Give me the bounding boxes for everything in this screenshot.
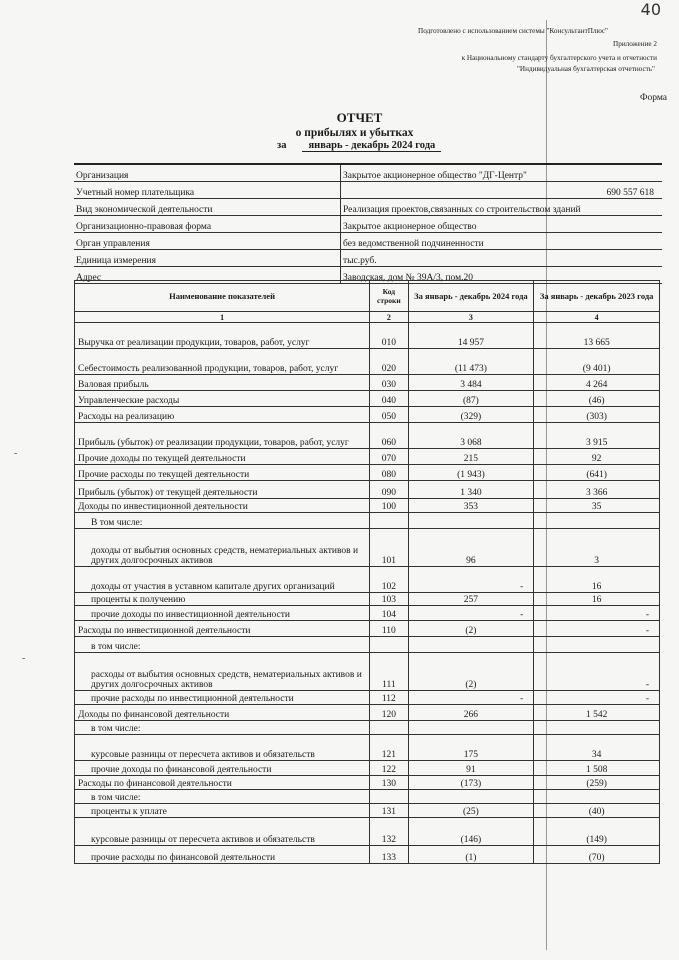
value-2023: (9 401) — [534, 349, 660, 375]
value-2024 — [408, 721, 534, 735]
row-name: в том числе: — [75, 637, 370, 653]
table-row — [75, 761, 660, 776]
column-number-row — [75, 312, 660, 323]
info-value: Закрытое акционерное общество — [341, 216, 663, 233]
value-2024: (25) — [408, 804, 534, 818]
header-name: Наименование показателей — [75, 281, 370, 312]
value-2023 — [534, 790, 660, 804]
row-code: 132 — [370, 818, 408, 846]
info-label: Учетный номер плательщика — [74, 182, 341, 199]
value-2023: 16 — [534, 593, 660, 606]
row-code: 030 — [370, 375, 408, 391]
row-name: прочие доходы по инвестиционной деятельности — [75, 606, 370, 621]
table-row — [75, 449, 660, 465]
row-name: расходы от выбытия основных средств, нематериальных активов и других долгосрочных активов — [75, 653, 370, 691]
col-number-2: 2 — [370, 312, 408, 323]
value-2023: - — [534, 653, 660, 691]
table-row — [75, 818, 660, 846]
col-number-3: 3 — [408, 312, 534, 323]
value-2024: (146) — [408, 818, 534, 846]
row-name: в том числе: — [75, 721, 370, 735]
info-label: Организация — [74, 164, 341, 182]
row-name: Расходы по финансовой деятельности — [75, 776, 370, 790]
period-prefix: за — [277, 140, 287, 151]
row-name: В том числе: — [75, 513, 370, 529]
row-code: 103 — [370, 593, 408, 606]
row-code: 070 — [370, 449, 408, 465]
margin-mark: - — [14, 448, 18, 459]
value-2023: (259) — [534, 776, 660, 790]
value-2024 — [408, 637, 534, 653]
info-row — [74, 199, 662, 216]
value-2023: 4 264 — [534, 375, 660, 391]
value-2024: (1) — [408, 846, 534, 864]
table-row — [75, 465, 660, 481]
info-label: Организационно-правовая форма — [74, 216, 341, 233]
info-label: Орган управления — [74, 233, 341, 250]
value-2024: 96 — [408, 529, 534, 567]
row-name: проценты к уплате — [75, 804, 370, 818]
value-2024: 215 — [408, 449, 534, 465]
table-row — [75, 705, 660, 721]
value-2024: (87) — [408, 391, 534, 407]
prepared-with-note: Подготовлено с использованием системы "КонсультантПлюс" — [418, 27, 608, 35]
info-value: Заводская, дом № 39А/3, пом.20 — [341, 267, 663, 284]
row-code: 102 — [370, 567, 408, 593]
row-name: Прочие расходы по текущей деятельности — [75, 465, 370, 481]
table-row — [75, 391, 660, 407]
row-code: 133 — [370, 846, 408, 864]
value-2024: 175 — [408, 735, 534, 761]
row-code: 110 — [370, 621, 408, 637]
value-2024: (11 473) — [408, 349, 534, 375]
value-2024: - — [408, 606, 534, 621]
row-name: прочие доходы по финансовой деятельности — [75, 761, 370, 776]
table-row — [75, 606, 660, 621]
table-row — [75, 513, 660, 529]
value-2024: - — [408, 691, 534, 705]
row-name: Расходы по инвестиционной деятельности — [75, 621, 370, 637]
info-value: тыс.руб. — [341, 250, 663, 267]
row-code: 101 — [370, 529, 408, 567]
value-2024: 266 — [408, 705, 534, 721]
value-2024: 1 340 — [408, 481, 534, 499]
value-2023: (303) — [534, 407, 660, 423]
value-2024: 3 484 — [408, 375, 534, 391]
info-row — [74, 250, 662, 267]
table-row — [75, 499, 660, 513]
col-number-1: 1 — [75, 312, 370, 323]
value-2023: (46) — [534, 391, 660, 407]
row-name: Доходы по финансовой деятельности — [75, 705, 370, 721]
row-code: 131 — [370, 804, 408, 818]
info-label: Единица измерения — [74, 250, 341, 267]
row-code: 121 — [370, 735, 408, 761]
row-code: 020 — [370, 349, 408, 375]
appendix-label: Приложение 2 — [613, 40, 657, 48]
value-2024 — [408, 513, 534, 529]
value-2023 — [534, 513, 660, 529]
value-2023: (40) — [534, 804, 660, 818]
table-row — [75, 481, 660, 499]
value-2023 — [534, 721, 660, 735]
table-row — [75, 593, 660, 606]
row-code: 010 — [370, 323, 408, 349]
table-row — [75, 637, 660, 653]
row-name: доходы от выбытия основных средств, нематериальных активов и других долгосрочных активов — [75, 529, 370, 567]
value-2024: 14 957 — [408, 323, 534, 349]
profit-loss-table — [74, 280, 660, 864]
value-2023: - — [534, 606, 660, 621]
form-label: Форма — [639, 93, 667, 103]
page-number: 40 — [640, 0, 661, 19]
row-code — [370, 637, 408, 653]
row-name: Доходы по инвестиционной деятельности — [75, 499, 370, 513]
info-value: без ведомственной подчиненности — [341, 233, 663, 250]
row-name: Прибыль (убыток) от реализации продукции, товаров, работ, услуг — [75, 423, 370, 449]
table-row — [75, 323, 660, 349]
info-value: 690 557 618 — [341, 182, 663, 199]
row-name: прочие расходы по инвестиционной деятельности — [75, 691, 370, 705]
value-2024: 257 — [408, 593, 534, 606]
value-2023 — [534, 637, 660, 653]
value-2023: 16 — [534, 567, 660, 593]
row-name: Расходы на реализацию — [75, 407, 370, 423]
value-2023: 1 508 — [534, 761, 660, 776]
table-row — [75, 776, 660, 790]
table-row — [75, 653, 660, 691]
value-2024: 3 068 — [408, 423, 534, 449]
info-row — [74, 164, 662, 182]
value-2023: 3 915 — [534, 423, 660, 449]
value-2024: (2) — [408, 621, 534, 637]
value-2023: 3 — [534, 529, 660, 567]
value-2024: (173) — [408, 776, 534, 790]
row-name: проценты к получению — [75, 593, 370, 606]
row-code — [370, 513, 408, 529]
value-2023: - — [534, 691, 660, 705]
value-2024: (329) — [408, 407, 534, 423]
header-code: Код строки — [370, 281, 408, 312]
row-code: 120 — [370, 705, 408, 721]
row-code: 060 — [370, 423, 408, 449]
row-name: Себестоимость реализованной продукции, товаров, работ, услуг — [75, 349, 370, 375]
value-2024: - — [408, 567, 534, 593]
value-2024: (2) — [408, 653, 534, 691]
table-row — [75, 407, 660, 423]
title-line1: ОТЧЕТ — [336, 110, 383, 125]
info-row — [74, 233, 662, 250]
row-code: 122 — [370, 761, 408, 776]
value-2024: 353 — [408, 499, 534, 513]
row-code: 100 — [370, 499, 408, 513]
value-2023: 1 542 — [534, 705, 660, 721]
report-period — [277, 140, 441, 151]
info-value: Реализация проектов,связанных со строительством зданий — [341, 199, 663, 216]
row-name: курсовые разницы от пересчета активов и обязательств — [75, 735, 370, 761]
row-code: 050 — [370, 407, 408, 423]
value-2023: (70) — [534, 846, 660, 864]
period-range: январь - декабрь 2024 года — [302, 140, 441, 152]
row-code: 090 — [370, 481, 408, 499]
row-name: в том числе: — [75, 790, 370, 804]
row-code: 130 — [370, 776, 408, 790]
row-code: 040 — [370, 391, 408, 407]
table-row — [75, 691, 660, 705]
value-2023: (149) — [534, 818, 660, 846]
value-2023: 13 665 — [534, 323, 660, 349]
info-label: Адрес — [74, 267, 341, 284]
value-2023: 35 — [534, 499, 660, 513]
title-line2: о прибылях и убытках — [295, 127, 414, 139]
table-row — [75, 846, 660, 864]
table-row — [75, 621, 660, 637]
report-title — [0, 110, 679, 139]
value-2024: 91 — [408, 761, 534, 776]
row-name: прочие расходы по финансовой деятельности — [75, 846, 370, 864]
value-2024: (1 943) — [408, 465, 534, 481]
row-code — [370, 790, 408, 804]
info-value: Закрытое акционерное общество "ДГ-Центр" — [341, 164, 663, 182]
row-code: 104 — [370, 606, 408, 621]
table-row — [75, 721, 660, 735]
table-row — [75, 375, 660, 391]
standard-reference-line2: "Индивидуальная бухгалтерская отчетность" — [516, 65, 655, 73]
table-row — [75, 529, 660, 567]
header-2024: За январь - декабрь 2024 года — [408, 281, 534, 312]
value-2024 — [408, 790, 534, 804]
row-code: 080 — [370, 465, 408, 481]
row-name: Прибыль (убыток) от текущей деятельности — [75, 481, 370, 499]
row-name: курсовые разницы от пересчета активов и обязательств — [75, 818, 370, 846]
table-row — [75, 804, 660, 818]
info-label: Вид экономической деятельности — [74, 199, 341, 216]
row-code: 112 — [370, 691, 408, 705]
table-row — [75, 423, 660, 449]
table-row — [75, 567, 660, 593]
value-2023: 34 — [534, 735, 660, 761]
table-row — [75, 735, 660, 761]
info-row — [74, 182, 662, 199]
row-code: 111 — [370, 653, 408, 691]
row-code — [370, 721, 408, 735]
organization-info-table — [74, 163, 662, 284]
value-2023: - — [534, 621, 660, 637]
row-name: Прочие доходы по текущей деятельности — [75, 449, 370, 465]
value-2023: (641) — [534, 465, 660, 481]
table-row — [75, 790, 660, 804]
row-name: Валовая прибыль — [75, 375, 370, 391]
table-row — [75, 349, 660, 375]
standard-reference-line1: к Национальному стандарту бухгалтерского учета и отчетности — [461, 54, 657, 62]
info-row — [74, 216, 662, 233]
row-name: Выручка от реализации продукции, товаров, работ, услуг — [75, 323, 370, 349]
row-name: Управленческие расходы — [75, 391, 370, 407]
value-2023: 92 — [534, 449, 660, 465]
header-2023: За январь - декабрь 2023 года — [534, 281, 660, 312]
value-2023: 3 366 — [534, 481, 660, 499]
col-number-4: 4 — [534, 312, 660, 323]
row-name: доходы от участия в уставном капитале других организаций — [75, 567, 370, 593]
margin-mark: - — [22, 653, 26, 664]
table-header-row — [75, 281, 660, 312]
